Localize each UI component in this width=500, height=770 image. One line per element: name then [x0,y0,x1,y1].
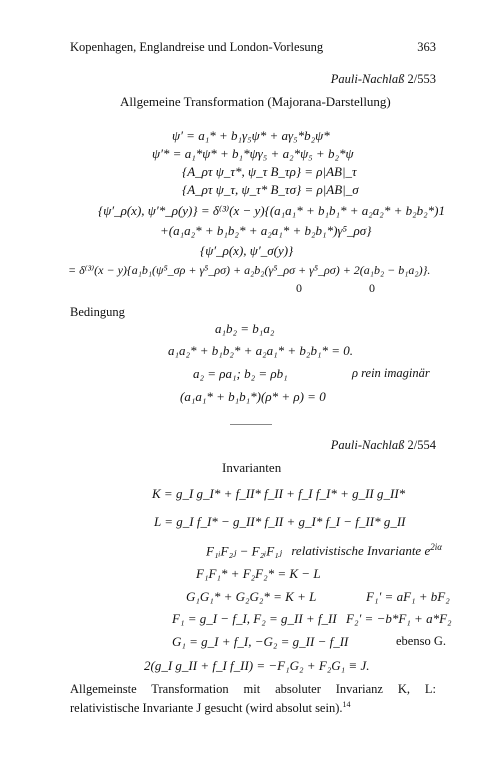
condition-note: ρ rein imaginär [352,366,430,380]
source-name: Pauli-Nachlaß [330,438,405,452]
ebenso-note: ebenso G. [396,634,446,648]
equation-psi-prime-conjugate: ψ′* = a₁*ψ* + b₁*ψγ₅ + a₂*ψ₅ + b₂*ψ [152,146,354,161]
closing-text: Allgemeinste Transformation mit absoluter Invarianz K, L: relativistische Invariante J gesucht (wird absolut sein). [70,682,436,716]
condition-equation-3: a₂ = ρa₁; b₂ = ρb₁ [193,366,288,381]
equation-field-anticommutator: {ψ′_ρ(x), ψ′*_ρ(y)} = δ⁽³⁾(x − y){(a₁a₁* + b₁b₁* + a₂a₂* + b₂b₂*)1 [98,203,445,218]
equation-F1-prime: F₁′ = aF₁ + bF₂ [366,589,450,604]
equation-psi-prime: ψ′ = a₁* + b₁γ₅ψ* + aγ₅*b₂ψ* [172,128,330,143]
header-title: Kopenhagen, Englandreise und London-Vorlesung [70,40,324,54]
source-reference-553 [331,72,436,87]
source-number: 2/553 [407,72,436,86]
condition-equation-1: a₁b₂ = b₁a₂ [215,321,275,336]
page-number: 363 [417,40,436,54]
section-title-majorana: Allgemeine Transformation (Majorana-Darstellung) [120,94,391,109]
source-reference-554 [331,438,436,453]
source-name: Pauli-Nachlaß [330,72,405,86]
running-header [70,40,436,55]
invariant-expression: F₁ᵢF₂ⱼ − F₂ᵢF₁ⱼ [206,543,283,559]
equation-G-norm: G₁G₁* + G₂G₂* = K + L [186,589,317,604]
invariant-label: relativistische Invariante e [291,543,431,559]
condition-equation-4: (a₁a₁* + b₁b₁*)(ρ* + ρ) = 0 [180,389,326,404]
underbrace-zero-1: 0 [296,281,302,295]
condition-equation-2: a₁a₂* + b₁b₂* + a₂a₁* + b₂b₁* = 0. [168,343,353,358]
source-number: 2/554 [407,438,436,452]
equation-F-definitions: F₁ = g_I − f_I, F₂ = g_II + f_II [172,611,337,626]
equation-field-anticommutator-cont: +(a₁a₂* + b₁b₂* + a₂a₁* + b₂b₁*)γ⁵_ρσ} [160,223,372,238]
equation-K: K = g_I g_I* + f_II* f_II + f_I f_I* + g_II g_II* [152,486,406,501]
equation-F2-prime: F₂′ = −b*F₁ + a*F₂ [346,611,452,626]
underbrace-zero-2: 0 [369,281,375,295]
equation-F-norm: F₁F₁* + F₂F₂* = K − L [196,566,321,581]
equation-field-pair: {ψ′_ρ(x), ψ′_σ(y)} [200,243,294,258]
equation-J: 2(g_I g_II + f_I f_II) = −F₁G₂ + F₂G₁ ≡ J. [144,658,370,673]
section-title-invarianten: Invarianten [222,460,282,475]
condition-label: Bedingung [70,305,125,319]
equation-anticommutator-tau: {A_ρτ ψ_τ*, ψ_τ B_τρ} = ρ|AB|_τ [182,164,357,179]
invariant-exponent: 2iα [430,542,442,552]
section-divider [230,424,272,425]
equation-invariant [206,542,442,559]
equation-delta-expansion: = δ⁽³⁾(x − y){a₁b₁(ψ⁵_σρ + γ⁵_ρσ) + a₂b₂(γ⁵_ρσ + γ⁵_ρσ) + 2(a₁b₂ − b₁a₂)}. [68,263,431,277]
closing-paragraph [70,682,436,716]
equation-L: L = g_I f_I* − g_II* f_II + g_I* f_I − f_II* g_II [154,514,406,529]
equation-anticommutator-sigma: {A_ρτ ψ_τ, ψ_τ* B_τσ} = ρ|AB|_σ [182,182,359,197]
footnote-marker[interactable]: 14 [342,700,351,709]
equation-G-definitions: G₁ = g_I + f_I, −G₂ = g_II − f_II [172,634,349,649]
